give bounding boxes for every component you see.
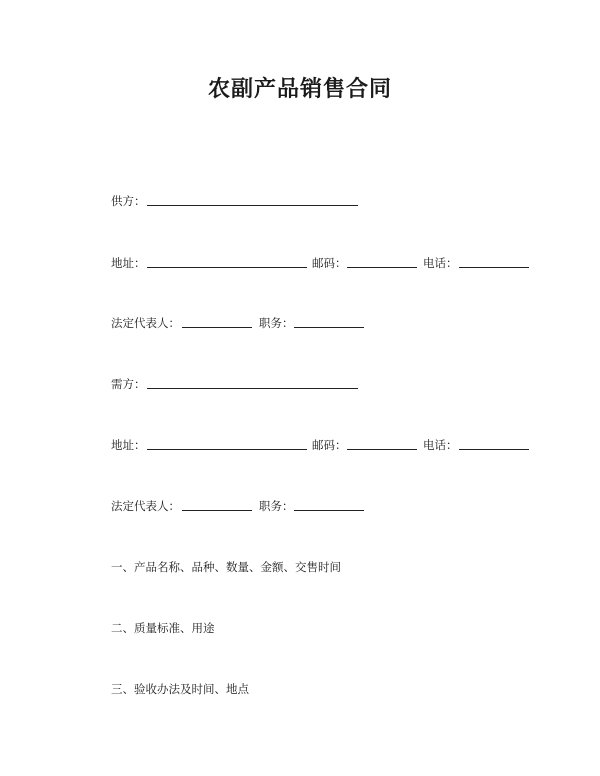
document-title: 农副产品销售合同 xyxy=(207,77,392,102)
buyer-position-blank[interactable] xyxy=(294,510,364,511)
supplier-zip-blank[interactable] xyxy=(347,267,417,268)
buyer-position-label: 职务： xyxy=(259,499,294,513)
supplier-phone-blank[interactable] xyxy=(459,267,529,268)
supplier-zip-label: 邮码： xyxy=(312,256,347,270)
buyer-label: 需方： xyxy=(111,377,146,391)
supplier-phone-label: 电话： xyxy=(423,256,458,270)
section-heading: 二、质量标准、用途 xyxy=(111,621,215,635)
buyer-phone-blank[interactable] xyxy=(459,449,529,450)
buyer-rep-label: 法定代表人： xyxy=(111,499,180,513)
supplier-position-label: 职务： xyxy=(259,316,294,330)
buyer-zip-blank[interactable] xyxy=(347,449,417,450)
section-heading: 三、验收办法及时间、地点 xyxy=(111,682,249,696)
section-heading: 一、产品名称、品种、数量、金额、交售时间 xyxy=(111,560,341,574)
buyer-zip-label: 邮码： xyxy=(312,438,347,452)
supplier-address-label: 地址： xyxy=(111,256,146,270)
buyer-rep-blank[interactable] xyxy=(182,510,252,511)
supplier-rep-label: 法定代表人： xyxy=(111,316,180,330)
supplier-name-blank[interactable] xyxy=(147,205,358,206)
supplier-address-blank[interactable] xyxy=(147,267,307,268)
supplier-position-blank[interactable] xyxy=(294,327,364,328)
supplier-rep-blank[interactable] xyxy=(182,327,252,328)
buyer-address-blank[interactable] xyxy=(147,449,307,450)
buyer-name-blank[interactable] xyxy=(147,388,358,389)
supplier-label: 供方： xyxy=(111,194,146,208)
buyer-address-label: 地址： xyxy=(111,438,146,452)
buyer-phone-label: 电话： xyxy=(423,438,458,452)
